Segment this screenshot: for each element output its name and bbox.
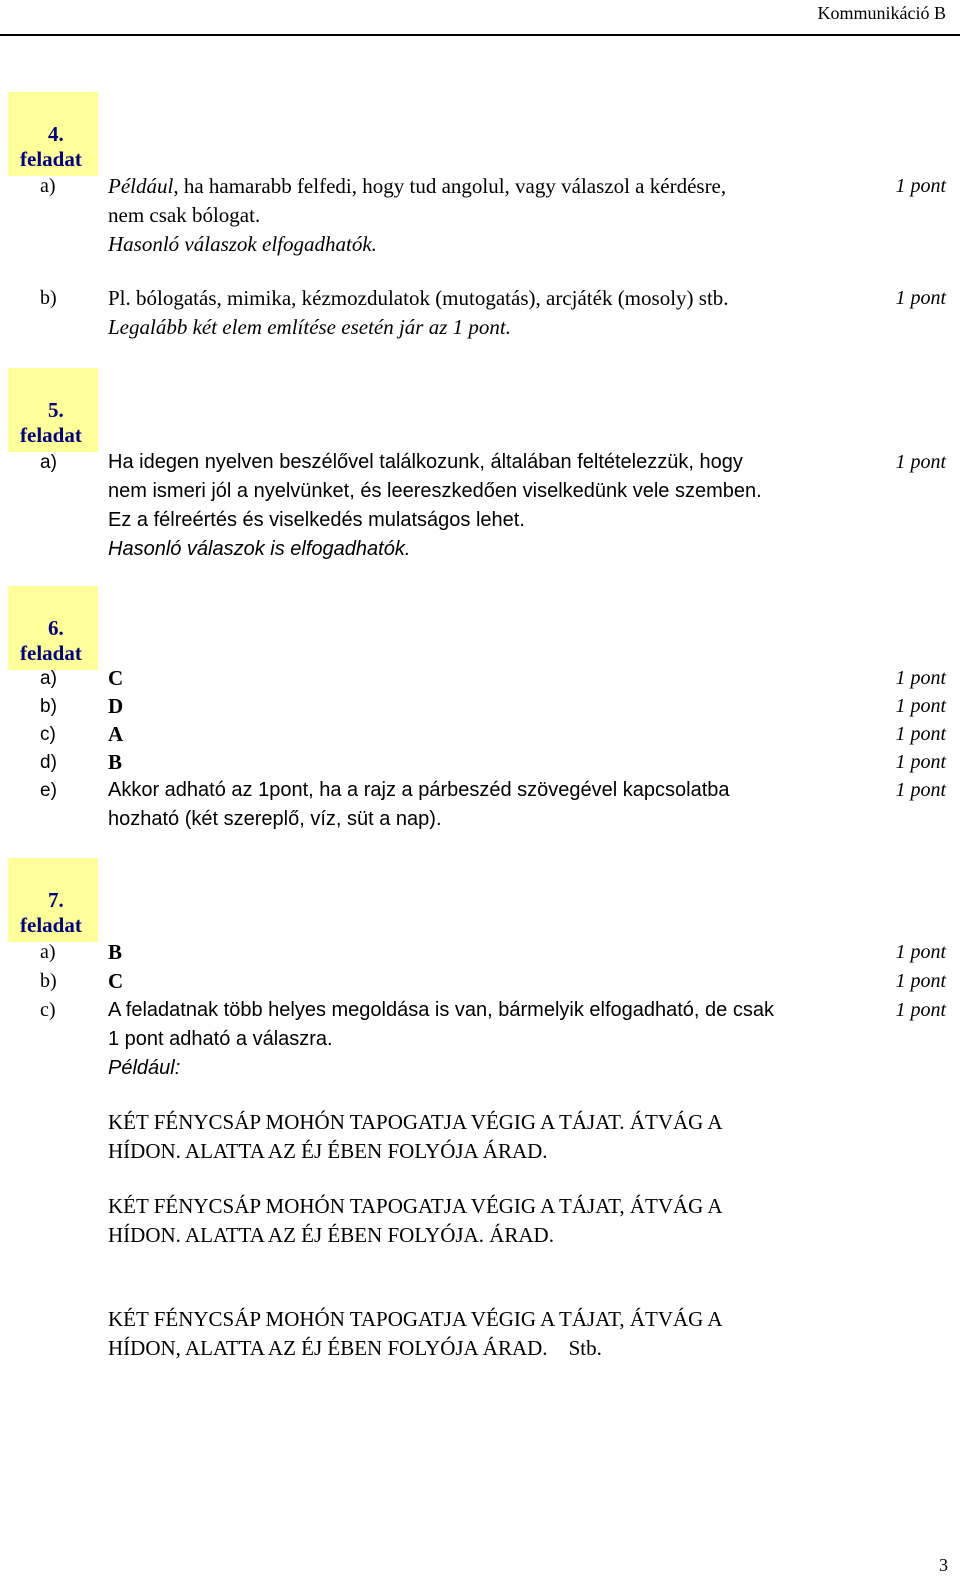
item-label: c) <box>40 724 56 745</box>
points-label: 1 pont <box>895 941 946 963</box>
points-label: 1 pont <box>895 667 946 689</box>
example-block <box>108 1305 868 1363</box>
points-label: 1 pont <box>895 723 946 745</box>
example-suffix: Stb. <box>568 1336 602 1360</box>
example-line: HÍDON. ALATTA AZ ÉJ ÉBEN FOLYÓJA. ÁRAD. <box>108 1223 554 1247</box>
answer-letter: C <box>108 666 124 690</box>
task-4a-text <box>108 172 868 259</box>
item-label: a) <box>40 175 56 197</box>
item-label: e) <box>40 780 57 801</box>
text-line: A feladatnak több helyes megoldása is van, bármelyik elfogadható, de csak <box>108 999 774 1021</box>
task-number: 5. <box>48 398 64 422</box>
example-block <box>108 1108 868 1166</box>
task-6-badge <box>8 586 98 670</box>
header-divider <box>0 34 960 36</box>
item-label: b) <box>40 287 57 309</box>
text-line: , ha hamarabb felfedi, hogy tud angolul, vagy válaszol a kérdésre, <box>173 174 727 198</box>
item-label: b) <box>40 970 57 992</box>
answer-letter: D <box>108 694 124 718</box>
task-7c-text <box>108 996 868 1083</box>
item-label: c) <box>40 999 56 1021</box>
example-line: KÉT FÉNYCSÁP MOHÓN TAPOGATJA VÉGIG A TÁJAT. ÁTVÁG A <box>108 1110 723 1134</box>
text-line: Pl. bólogatás, mimika, kézmozdulatok (mutogatás), arcjáték (mosoly) stb. <box>108 286 729 310</box>
task-4-badge <box>8 92 98 176</box>
text-line: hozható (két szereplő, víz, süt a nap). <box>108 808 442 830</box>
text-line: Ha idegen nyelven beszélővel találkozunk, általában feltételezzük, hogy <box>108 451 743 473</box>
text-line: Akkor adható az 1pont, ha a rajz a párbeszéd szövegével kapcsolatba <box>108 779 730 801</box>
task-word: feladat <box>20 147 82 171</box>
note-line: Például: <box>108 1057 181 1079</box>
answer-letter: B <box>108 940 123 964</box>
note-line: Hasonló válaszok elfogadhatók. <box>108 232 377 256</box>
task-number: 6. <box>48 616 64 640</box>
task-5a-text <box>108 448 868 564</box>
task-word: feladat <box>20 641 82 665</box>
task-number: 7. <box>48 888 64 912</box>
text-line: nem ismeri jól a nyelvünket, és leereszkedően viselkedünk vele szemben. <box>108 480 762 502</box>
task-number: 4. <box>48 122 64 146</box>
answer-letter: C <box>108 969 124 993</box>
points-label: 1 pont <box>895 999 946 1021</box>
page-number: 3 <box>939 1555 948 1575</box>
example-line: HÍDON. ALATTA AZ ÉJ ÉBEN FOLYÓJA ÁRAD. <box>108 1139 548 1163</box>
note-line: Legalább két elem említése esetén jár az 1 pont. <box>108 315 511 339</box>
item-label: b) <box>40 696 57 717</box>
points-label: 1 pont <box>895 451 946 473</box>
item-label: d) <box>40 752 57 773</box>
note-line: Hasonló válaszok is elfogadhatók. <box>108 538 411 560</box>
task-5-badge <box>8 368 98 452</box>
points-label: 1 pont <box>895 175 946 197</box>
task-6e-text <box>108 776 868 834</box>
answer-letter: A <box>108 722 124 746</box>
italic-lead: Például <box>108 174 174 198</box>
points-label: 1 pont <box>895 779 946 801</box>
points-label: 1 pont <box>895 695 946 717</box>
answer-letter: B <box>108 750 123 774</box>
header-title: Kommunikáció B <box>817 3 946 23</box>
task-word: feladat <box>20 423 82 447</box>
item-label: a) <box>40 668 57 689</box>
item-label: a) <box>40 941 56 963</box>
example-line: KÉT FÉNYCSÁP MOHÓN TAPOGATJA VÉGIG A TÁJAT, ÁTVÁG A <box>108 1194 723 1218</box>
item-label: a) <box>40 452 57 473</box>
example-line: HÍDON, ALATTA AZ ÉJ ÉBEN FOLYÓJA ÁRAD. <box>108 1336 548 1360</box>
points-label: 1 pont <box>895 751 946 773</box>
example-line: KÉT FÉNYCSÁP MOHÓN TAPOGATJA VÉGIG A TÁJAT, ÁTVÁG A <box>108 1307 723 1331</box>
text-line: 1 pont adható a válaszra. <box>108 1028 333 1050</box>
points-label: 1 pont <box>895 287 946 309</box>
example-block <box>108 1192 868 1250</box>
task-4b-text <box>108 284 868 342</box>
task-7-badge <box>8 858 98 942</box>
text-line: Ez a félreértés és viselkedés mulatságos lehet. <box>108 509 525 531</box>
points-label: 1 pont <box>895 970 946 992</box>
task-word: feladat <box>20 913 82 937</box>
text-line: nem csak bólogat. <box>108 203 261 227</box>
